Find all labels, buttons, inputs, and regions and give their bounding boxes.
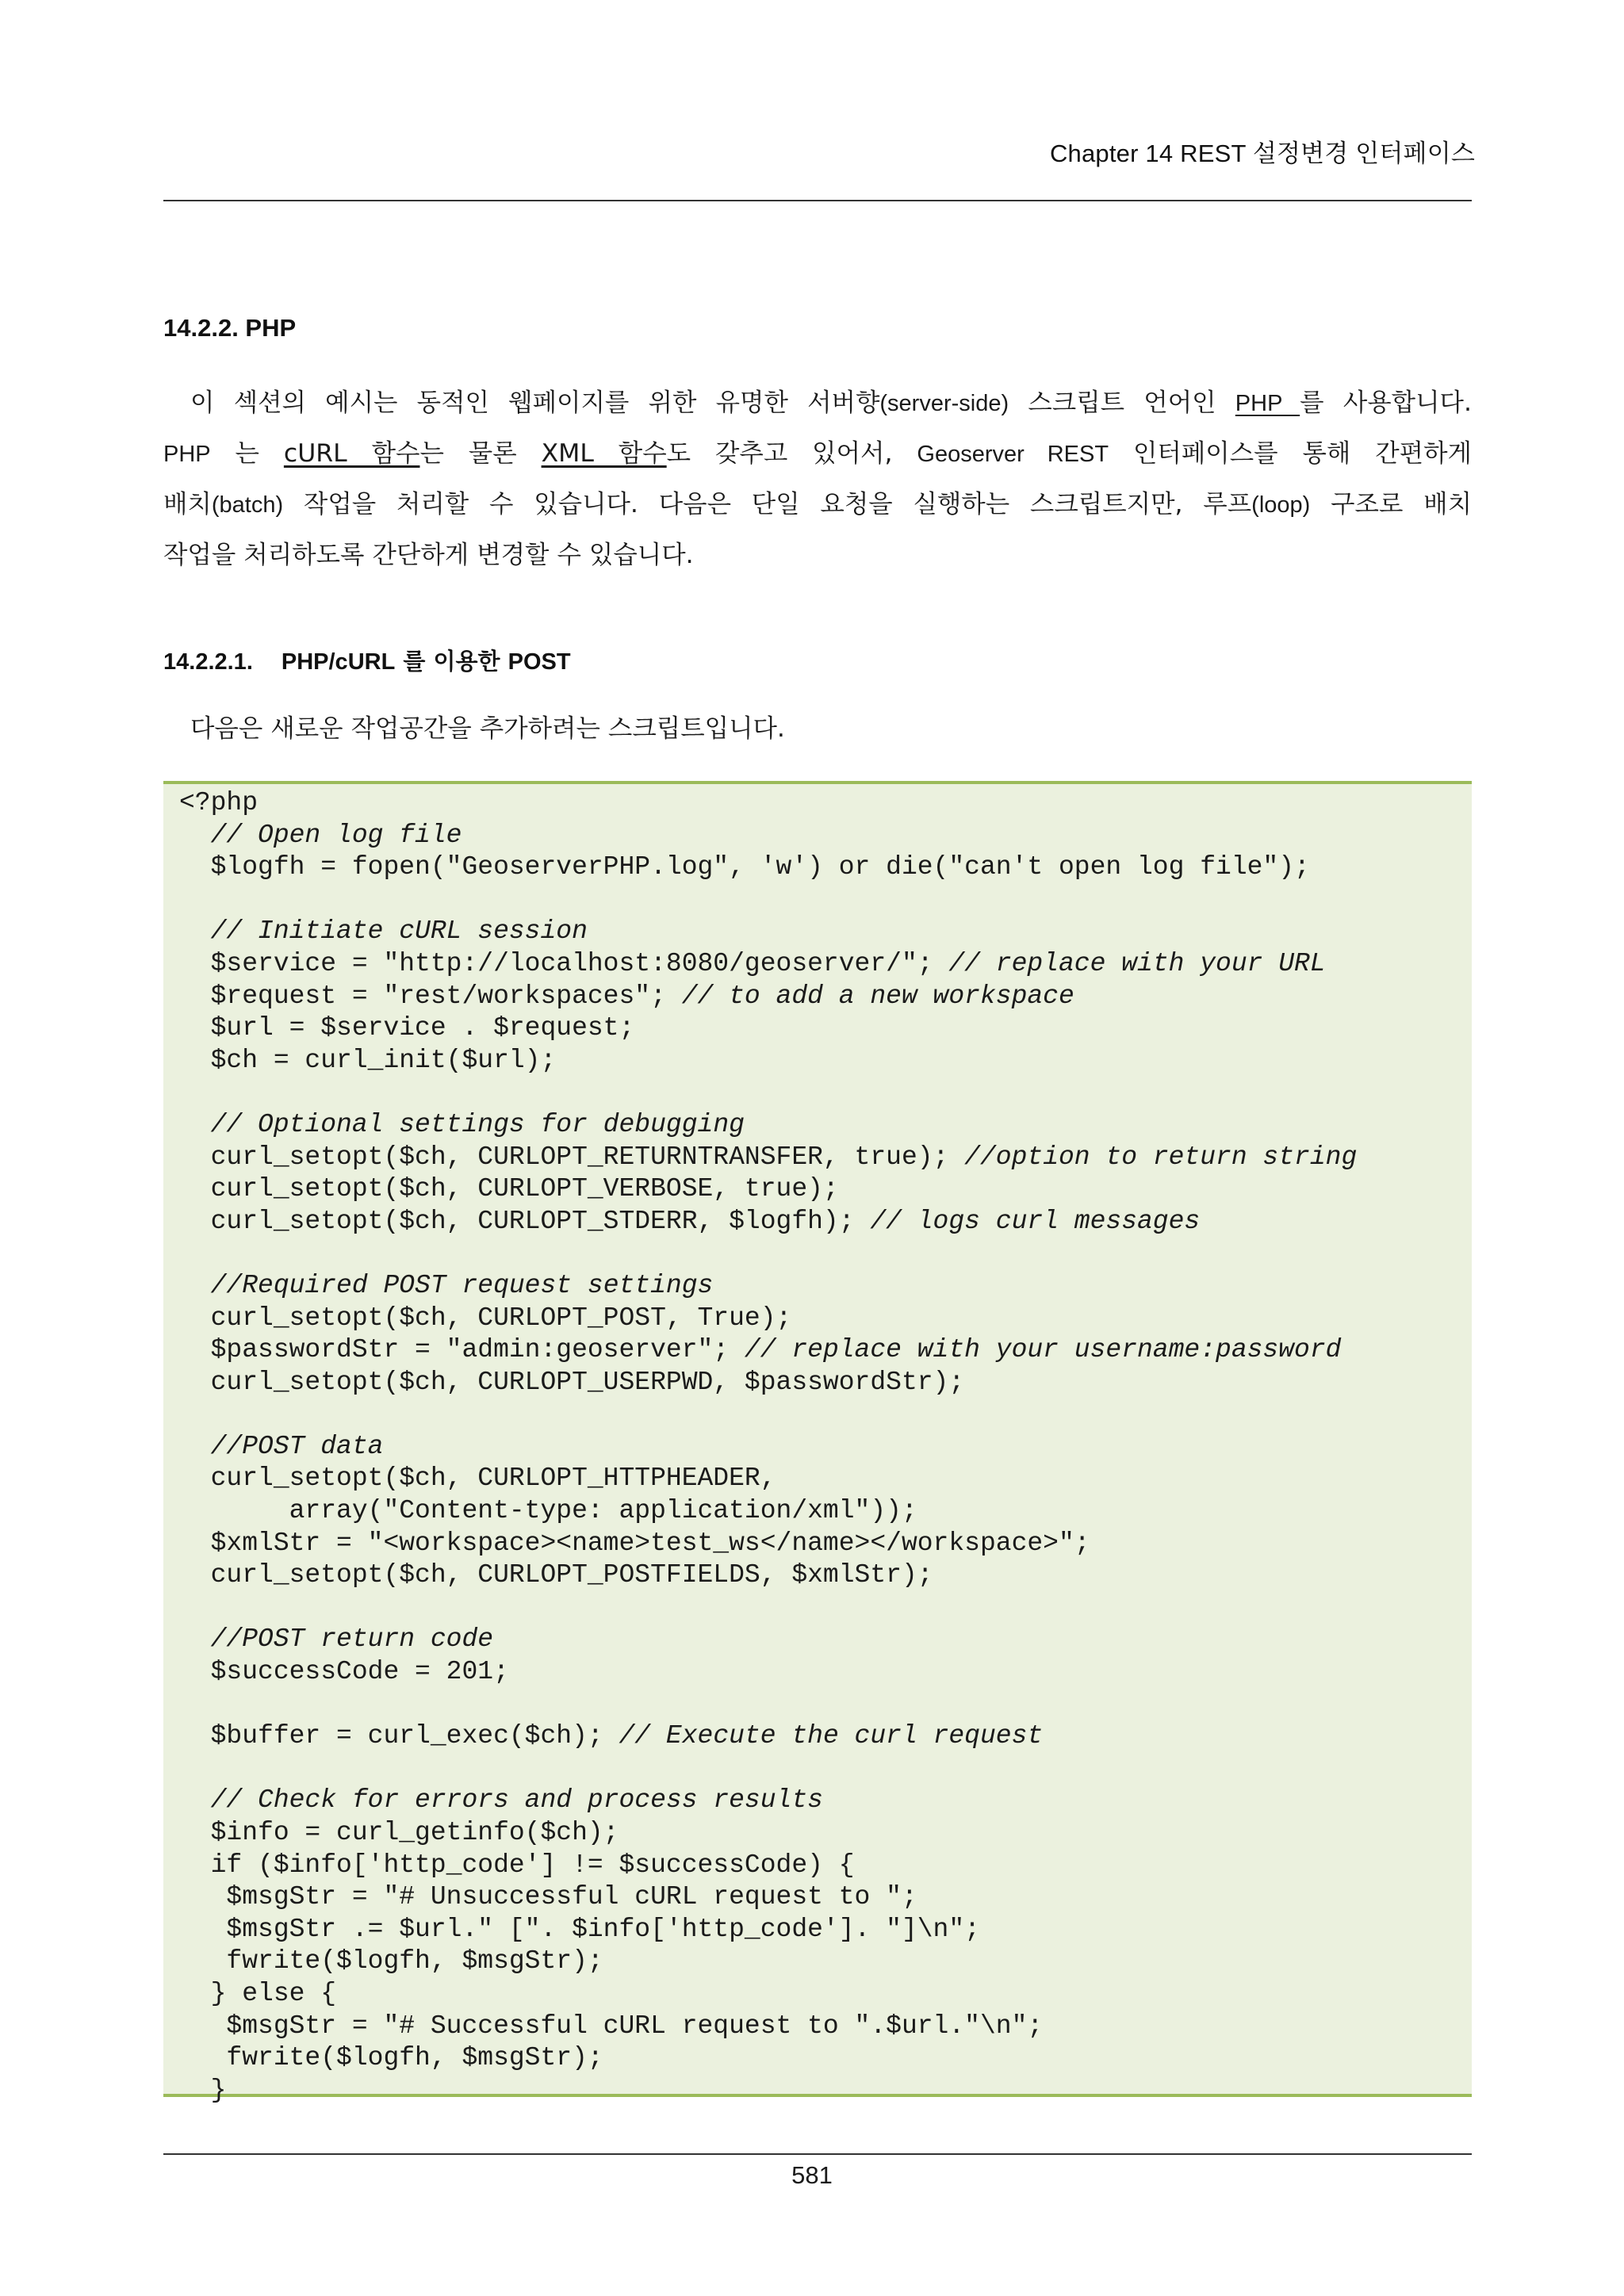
intro-text: (batch) [211,492,284,518]
code-line [179,1689,1357,1721]
code-text: curl_setopt($ch, CURLOPT_RETURNTRANSFER, true); [179,1142,965,1172]
code-line [179,884,1357,916]
code-line [179,1559,1357,1592]
code-text: if ($info['http_code'] != $successCode) { [179,1850,855,1880]
curl-functions-link[interactable]: cURL 함수 [283,439,420,468]
footer-divider [163,2153,1472,2155]
code-comment: //Required POST request settings [210,1270,714,1300]
code-text: $msgStr = "# Successful cURL request to ".$url."\n"; [179,2011,1044,2041]
code-text: $passwordStr = "admin:geoserver"; [179,1335,745,1365]
code-line [179,1334,1357,1367]
code-line [179,1850,1357,1882]
code-text [179,821,211,850]
code-line [179,916,1357,948]
code-text: $msgStr .= $url." [". $info['http_code']. "]\n"; [179,1914,980,1944]
code-line [179,787,1357,820]
code-text: $buffer = curl_exec($ch); [179,1721,619,1751]
code-line [179,1431,1357,1464]
code-line [179,1720,1357,1753]
code-line [179,1624,1357,1656]
intro-text: 스크립트 언어인 [1009,388,1235,417]
intro-line-2 [163,429,1472,480]
code-comment: //POST data [210,1431,384,1461]
subsection-title-part: 를 이용한 [395,648,508,675]
intro-line-3 [163,480,1472,530]
code-line [179,1367,1357,1399]
code-text: $info = curl_getinfo($ch); [179,1818,619,1847]
code-comment: // replace with your URL [948,948,1326,978]
code-text: curl_setopt($ch, CURLOPT_HTTPHEADER, [179,1464,776,1494]
code-text: fwrite($logfh, $msgStr); [179,1946,603,1976]
section-heading: 14.2.2. PHP [163,314,297,342]
code-text: $xmlStr = "<workspace><name>test_ws</name></workspace>"; [179,1528,1090,1558]
code-line [179,1785,1357,1817]
code-line [179,1142,1357,1174]
intro-paragraph [163,378,1472,580]
code-line [179,2042,1357,2075]
code-text: $service = "http://localhost:8080/geoserver/"; [179,948,949,978]
code-line [179,851,1357,884]
code-line [179,1045,1357,1077]
code-comment: //option to return string [964,1142,1358,1172]
code-text: $request = "rest/workspaces"; [179,981,682,1011]
code-text: <?php [179,788,259,817]
code-text [179,1785,211,1815]
subsection-title [282,648,571,675]
code-line [179,820,1357,852]
code-text: } [179,2075,227,2105]
code-intro-text: 다음은 새로운 작업공간을 추가하려는 스크립트입니다. [190,714,785,743]
intro-text: 도 갖추고 있어서, [666,439,917,468]
code-text: $ch = curl_init($url); [179,1045,557,1075]
code-line [179,948,1357,981]
code-line [179,1914,1357,1946]
php-code-listing [179,787,1357,2107]
code-comment: // logs curl messages [870,1206,1201,1236]
intro-text: 인터페이스를 통해 간편하게 [1109,439,1472,468]
intro-text: 이 섹션의 예시는 동적인 웹페이지를 위한 유명한 서버향 [190,388,880,417]
code-comment: // Initiate cURL session [210,916,588,947]
code-comment: //POST return code [210,1624,494,1655]
php-link[interactable]: PHP [1235,391,1300,416]
intro-text: 를 사용합니다. [1300,388,1472,417]
code-text [179,1624,211,1654]
code-line [179,1399,1357,1431]
code-text: fwrite($logfh, $msgStr); [179,2043,603,2073]
code-text: } else { [179,1978,337,2008]
intro-text: PHP [163,442,211,467]
code-text: $msgStr = "# Unsuccessful cURL request to "; [179,1882,917,1912]
subsection-title-part: POST [508,649,571,675]
code-line [179,1238,1357,1270]
code-line [179,1463,1357,1495]
code-line [179,1881,1357,1914]
code-line [179,1303,1357,1335]
code-text: curl_setopt($ch, CURLOPT_VERBOSE, true); [179,1174,839,1204]
intro-text: 작업을 처리할 수 있습니다. 다음은 단일 요청을 실행하는 스크립트지만, 루프 [283,490,1252,519]
code-line [179,1817,1357,1850]
code-text: curl_setopt($ch, CURLOPT_STDERR, $logfh); [179,1206,871,1236]
code-block [163,781,1472,2105]
code-text: array("Content-type: application/xml")); [179,1496,917,1526]
running-header: Chapter 14 REST 설정변경 인터페이스 [1049,140,1475,167]
code-line [179,1270,1357,1303]
intro-line-1 [163,378,1472,429]
code-comment: // Open log file [210,820,462,850]
intro-text: (loop) [1251,492,1311,518]
subsection-number: 14.2.2.1. [163,649,253,675]
code-text: $successCode = 201; [179,1657,509,1687]
code-text: $url = $service . $request; [179,1013,635,1043]
code-line [179,2075,1357,2107]
code-line [179,1495,1357,1528]
code-line [179,1946,1357,1978]
code-line [179,1978,1357,2011]
code-line [179,1109,1357,1142]
code-line [179,1656,1357,1689]
intro-text: Geoserver REST [917,442,1109,467]
code-comment: // Optional settings for debugging [210,1109,745,1139]
subsection-title-part: PHP/cURL [281,649,396,675]
xml-functions-link[interactable]: XML 함수 [541,439,667,468]
code-comment: // to add a new workspace [681,981,1074,1011]
code-line [179,981,1357,1013]
code-line [179,1012,1357,1045]
code-text [179,916,211,946]
code-text [179,1432,211,1461]
code-comment: // Execute the curl request [619,1721,1044,1751]
code-text: curl_setopt($ch, CURLOPT_USERPWD, $passwordStr); [179,1367,965,1397]
intro-line-4: 작업을 처리하도록 간단하게 변경할 수 있습니다. [163,541,694,569]
code-text: curl_setopt($ch, CURLOPT_POST, True); [179,1303,792,1333]
code-line [179,1206,1357,1238]
code-line [179,1077,1357,1109]
code-line [179,1528,1357,1560]
code-line [179,2011,1357,2043]
header-divider [163,200,1472,201]
code-line [179,1592,1357,1624]
code-text [179,1110,211,1139]
code-text [179,1271,211,1300]
intro-text: 구조로 배치 [1310,490,1472,519]
code-comment: // replace with your username:password [744,1335,1342,1365]
code-text: curl_setopt($ch, CURLOPT_POSTFIELDS, $xmlStr); [179,1560,933,1590]
code-line [179,1753,1357,1785]
intro-text: (server-side) [879,391,1009,416]
page-number: 581 [791,2161,833,2189]
intro-text: 배치 [163,490,212,519]
code-text: $logfh = fopen("GeoserverPHP.log", 'w') or die("can't open log file"); [179,852,1310,882]
subsection-heading [163,644,571,676]
code-line [179,1173,1357,1206]
intro-text: 는 물론 [419,439,542,468]
intro-text: 는 [210,439,284,468]
code-comment: // Check for errors and process results [210,1785,823,1816]
